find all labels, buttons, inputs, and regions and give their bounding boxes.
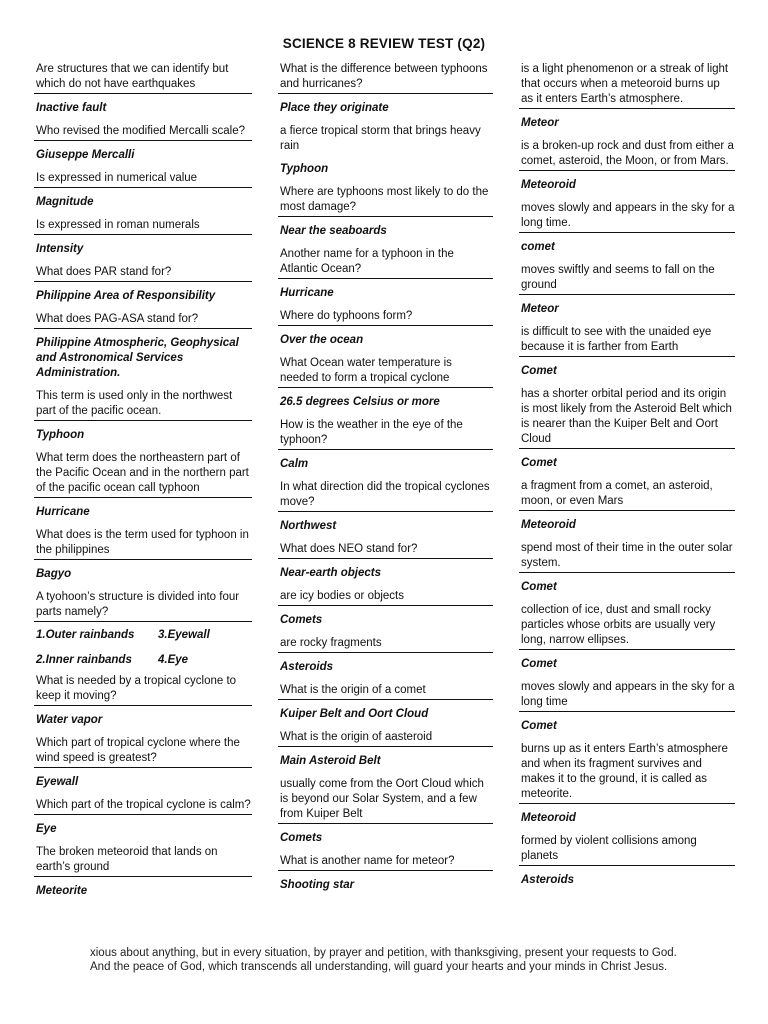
question-text: This term is used only in the northwest part of the pacific ocean. — [34, 387, 252, 421]
answer-part: 2.Inner rainbands — [36, 654, 132, 666]
question-text: usually come from the Oort Cloud which is beyond our Solar System, and a few from Kuiper Belt — [278, 775, 493, 824]
question-text: In what direction did the tropical cyclones move? — [278, 478, 493, 512]
answer-text: Comet — [521, 720, 557, 732]
answer-text: Hurricane — [36, 506, 90, 518]
answer-text: Giuseppe Mercalli — [36, 149, 135, 161]
answer-text: Near the seaboards — [280, 225, 387, 237]
answer-text: Near-earth objects — [280, 567, 381, 579]
parts-row — [34, 622, 252, 647]
answer-part: 3.Eyewall — [158, 629, 210, 641]
answer-text: Comet — [521, 365, 557, 377]
answer-part: 4.Eye — [158, 654, 189, 666]
question-text: collection of ice, dust and small rocky particles whose orbits are usually very long, narrow ellipses. — [519, 601, 735, 650]
question-text: are icy bodies or objects — [278, 587, 493, 606]
answer-text: Eye — [36, 823, 57, 835]
question-text: has a shorter orbital period and its origin is most likely from the Asteroid Belt which is nearer than the Kuiper Belt and Oort Cloud — [519, 385, 735, 449]
question-text: moves slowly and appears in the sky for a long time. — [519, 199, 735, 233]
answer-text: Comets — [280, 832, 323, 844]
answer-text: Kuiper Belt and Oort Cloud — [280, 708, 429, 720]
page-title: SCIENCE 8 REVIEW TEST (Q2) — [282, 36, 486, 51]
answer-text: Meteoroid — [521, 179, 576, 191]
question-text: What is needed by a tropical cyclone to keep it moving? — [34, 672, 252, 706]
question-text: a fragment from a comet, an asteroid, moon, or even Mars — [519, 477, 735, 511]
question-text: What is the origin of aasteroid — [278, 728, 493, 747]
question-text: What does is the term used for typhoon in the philippines — [34, 526, 252, 560]
question-text: moves swiftly and seems to fall on the ground — [519, 261, 735, 295]
question-text: What does PAR stand for? — [34, 263, 252, 282]
answer-text: Philippine Area of Responsibility — [36, 290, 216, 302]
question-text: What is the origin of a comet — [278, 681, 493, 700]
question-text: Where do typhoons form? — [278, 307, 493, 326]
answer-text: Asteroids — [280, 661, 334, 673]
answer-part: 1.Outer rainbands — [36, 629, 135, 641]
answer-text: Over the ocean — [280, 334, 364, 346]
question-text: is a broken-up rock and dust from either a comet, asteroid, the Moon, or from Mars. — [519, 137, 735, 171]
question-text: Where are typhoons most likely to do the most damage? — [278, 183, 493, 217]
answer-text: Place they originate — [280, 102, 389, 114]
question-text: Who revised the modified Mercalli scale? — [34, 122, 252, 141]
footer-verse: xious about anything, but in every situation, by prayer and petition, with thanksgiving, present your requests to God. And the peace of God, which transcends all understanding, will guard your hearts and your minds in Christ Jesus. — [90, 947, 677, 973]
question-text: is a light phenomenon or a streak of light that occurs when a meteoroid burns up as it enters Earth’s atmosphere. — [519, 60, 735, 109]
question-text: Is expressed in roman numerals — [34, 216, 252, 235]
answer-text: comet — [521, 241, 555, 253]
answer-text: Meteor — [521, 117, 559, 129]
answer-text: Typhoon — [36, 429, 85, 441]
question-text: is difficult to see with the unaided eye because it is farther from Earth — [519, 323, 735, 357]
answer-text: Asteroids — [521, 874, 575, 886]
question-text: What is another name for meteor? — [278, 852, 493, 871]
question-text: are rocky fragments — [278, 634, 493, 653]
answer-text: Comet — [521, 658, 557, 670]
question-text: a fierce tropical storm that brings heavy rain — [280, 125, 481, 152]
answer-text: Typhoon — [280, 163, 329, 175]
question-text: What does NEO stand for? — [278, 540, 493, 559]
answer-text: 26.5 degrees Celsius or more — [280, 396, 440, 408]
answer-text: Philippine Atmospheric, Geophysical and Astronomical Services Administration. — [36, 337, 239, 379]
answer-text: Hurricane — [280, 287, 334, 299]
question-text: Is expressed in numerical value — [34, 169, 252, 188]
question-text: What Ocean water temperature is needed to form a tropical cyclone — [278, 354, 493, 388]
question-text: Another name for a typhoon in the Atlantic Ocean? — [278, 245, 493, 279]
question-text: Which part of the tropical cyclone is calm? — [34, 796, 252, 815]
answer-text: Magnitude — [36, 196, 94, 208]
answer-text: Comet — [521, 581, 557, 593]
answer-text: Water vapor — [36, 714, 103, 726]
question-text: burns up as it enters Earth’s atmosphere and when its fragment survives and makes it to the ground, it is called as meteorite. — [519, 740, 735, 804]
question-text: Which part of tropical cyclone where the wind speed is greatest? — [34, 734, 252, 768]
question-text: formed by violent collisions among planets — [519, 832, 735, 866]
question-text: What does PAG-ASA stand for? — [34, 310, 252, 329]
answer-text: Intensity — [36, 243, 84, 255]
question-text: What term does the northeastern part of the Pacific Ocean and in the northern part of the pacific ocean call typhoon — [34, 449, 252, 498]
answer-text: Northwest — [280, 520, 337, 532]
question-text: How is the weather in the eye of the typhoon? — [278, 416, 493, 450]
column-1 — [34, 60, 252, 905]
parts-row — [34, 647, 252, 672]
answer-text: Bagyo — [36, 568, 72, 580]
answer-text: Eyewall — [36, 776, 79, 788]
question-text: Are structures that we can identify but which do not have earthquakes — [34, 60, 252, 94]
answer-text: Meteorite — [36, 885, 88, 897]
answer-text: Comet — [521, 457, 557, 469]
answer-text: Main Asteroid Belt — [280, 755, 381, 767]
question-text: A tyohoon’s structure is divided into four parts namely? — [34, 588, 252, 622]
answer-text: Calm — [280, 458, 309, 470]
answer-text: Inactive fault — [36, 102, 107, 114]
answer-text: Meteoroid — [521, 812, 576, 824]
column-2 — [278, 60, 493, 899]
question-text: The broken meteoroid that lands on earth’s ground — [34, 843, 252, 877]
column-3 — [519, 60, 735, 894]
answer-text: Comets — [280, 614, 323, 626]
question-text: moves slowly and appears in the sky for a long time — [519, 678, 735, 712]
question-text: spend most of their time in the outer solar system. — [519, 539, 735, 573]
answer-text: Meteor — [521, 303, 559, 315]
question-text: What is the difference between typhoons and hurricanes? — [278, 60, 493, 94]
answer-text: Meteoroid — [521, 519, 576, 531]
answer-text: Shooting star — [280, 879, 355, 891]
